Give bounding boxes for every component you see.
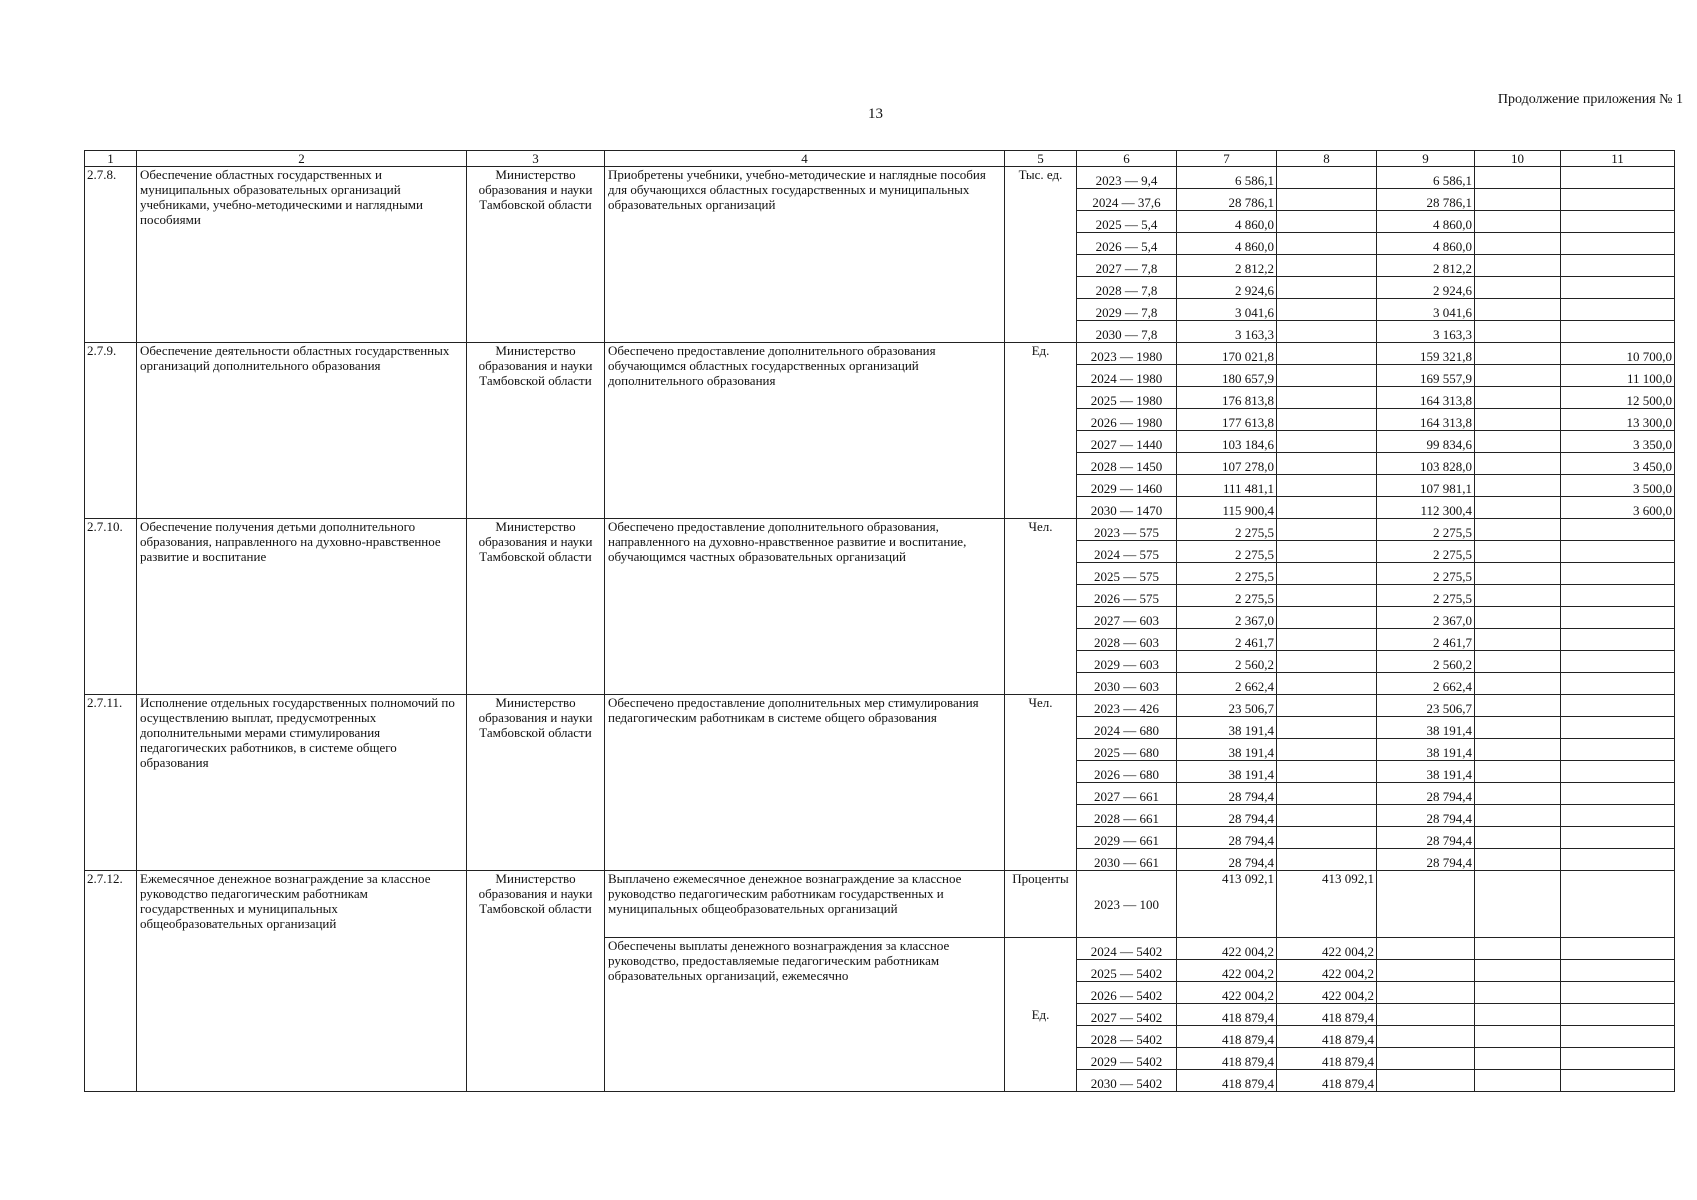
year-indicator: 2026 — 575	[1077, 585, 1177, 607]
funding-local	[1475, 629, 1561, 651]
funding-federal	[1277, 211, 1377, 233]
funding-other	[1561, 938, 1675, 960]
funding-local	[1475, 475, 1561, 497]
funding-local	[1475, 343, 1561, 365]
funding-total: 4 860,0	[1177, 233, 1277, 255]
funding-total: 176 813,8	[1177, 387, 1277, 409]
page-number: 13	[868, 106, 883, 122]
funding-local	[1475, 849, 1561, 871]
expected-result: Выплачено ежемесячное денежное вознаграждение за классное руководство педагогическим работникам государственных и муниципальных общеобразовательных организаций	[605, 871, 1005, 938]
funding-other	[1561, 167, 1675, 189]
funding-federal	[1277, 453, 1377, 475]
year-indicator: 2029 — 603	[1077, 651, 1177, 673]
funding-regional: 6 586,1	[1377, 167, 1475, 189]
funding-total: 2 812,2	[1177, 255, 1277, 277]
program-table	[84, 150, 1675, 1092]
funding-federal	[1277, 563, 1377, 585]
row-code: 2.7.9.	[85, 343, 137, 519]
funding-other	[1561, 607, 1675, 629]
year-indicator: 2027 — 7,8	[1077, 255, 1177, 277]
year-indicator: 2026 — 5,4	[1077, 233, 1177, 255]
funding-other: 10 700,0	[1561, 343, 1675, 365]
funding-local	[1475, 431, 1561, 453]
funding-other	[1561, 717, 1675, 739]
table-row	[85, 519, 1675, 541]
executor: Министерство образования и науки Тамбовской области	[467, 519, 605, 695]
expected-result: Обеспечено предоставление дополнительного образования обучающимся областных государственных организаций дополнительного образования	[605, 343, 1005, 519]
year-indicator: 2028 — 661	[1077, 805, 1177, 827]
funding-total: 28 794,4	[1177, 827, 1277, 849]
funding-total: 413 092,1	[1177, 871, 1277, 938]
funding-federal	[1277, 761, 1377, 783]
funding-local	[1475, 1026, 1561, 1048]
funding-other	[1561, 299, 1675, 321]
funding-local	[1475, 321, 1561, 343]
funding-regional: 2 275,5	[1377, 519, 1475, 541]
funding-federal: 418 879,4	[1277, 1070, 1377, 1092]
row-code: 2.7.11.	[85, 695, 137, 871]
year-indicator: 2023 — 100	[1077, 871, 1177, 938]
year-indicator: 2023 — 426	[1077, 695, 1177, 717]
executor: Министерство образования и науки Тамбовской области	[467, 695, 605, 871]
funding-local	[1475, 167, 1561, 189]
funding-regional: 28 794,4	[1377, 827, 1475, 849]
funding-local	[1475, 717, 1561, 739]
year-indicator: 2029 — 5402	[1077, 1048, 1177, 1070]
funding-local	[1475, 1048, 1561, 1070]
funding-federal	[1277, 519, 1377, 541]
funding-regional	[1377, 1048, 1475, 1070]
funding-regional: 4 860,0	[1377, 233, 1475, 255]
funding-total: 2 367,0	[1177, 607, 1277, 629]
funding-local	[1475, 783, 1561, 805]
funding-federal: 422 004,2	[1277, 960, 1377, 982]
funding-total: 418 879,4	[1177, 1070, 1277, 1092]
executor: Министерство образования и науки Тамбовской области	[467, 167, 605, 343]
funding-regional	[1377, 871, 1475, 938]
row-code: 2.7.10.	[85, 519, 137, 695]
funding-regional: 2 367,0	[1377, 607, 1475, 629]
column-header: 2	[137, 151, 467, 167]
year-indicator: 2028 — 7,8	[1077, 277, 1177, 299]
funding-federal	[1277, 387, 1377, 409]
unit: Чел.	[1005, 519, 1077, 695]
funding-regional	[1377, 1004, 1475, 1026]
expected-result: Обеспечены выплаты денежного вознаграждения за классное руководство, предоставляемые педагогическим работникам образовательных организаций, ежемесячно	[605, 938, 1005, 1092]
year-indicator: 2028 — 1450	[1077, 453, 1177, 475]
funding-total: 418 879,4	[1177, 1026, 1277, 1048]
funding-regional: 164 313,8	[1377, 387, 1475, 409]
funding-total: 28 786,1	[1177, 189, 1277, 211]
funding-regional: 169 557,9	[1377, 365, 1475, 387]
executor: Министерство образования и науки Тамбовской области	[467, 343, 605, 519]
table-row	[85, 871, 1675, 938]
funding-other	[1561, 541, 1675, 563]
funding-total: 28 794,4	[1177, 849, 1277, 871]
year-indicator: 2025 — 5,4	[1077, 211, 1177, 233]
funding-other	[1561, 805, 1675, 827]
funding-regional	[1377, 982, 1475, 1004]
year-indicator: 2025 — 575	[1077, 563, 1177, 585]
funding-other	[1561, 189, 1675, 211]
funding-total: 38 191,4	[1177, 739, 1277, 761]
funding-total: 418 879,4	[1177, 1004, 1277, 1026]
funding-federal	[1277, 277, 1377, 299]
funding-other: 11 100,0	[1561, 365, 1675, 387]
funding-federal	[1277, 805, 1377, 827]
funding-local	[1475, 409, 1561, 431]
funding-regional: 2 662,4	[1377, 673, 1475, 695]
year-indicator: 2025 — 680	[1077, 739, 1177, 761]
funding-local	[1475, 1004, 1561, 1026]
funding-local	[1475, 497, 1561, 519]
measure-name: Обеспечение деятельности областных государственных организаций дополнительного образования	[137, 343, 467, 519]
funding-federal	[1277, 849, 1377, 871]
column-header: 8	[1277, 151, 1377, 167]
program-table-container	[84, 150, 1674, 1092]
funding-total: 2 275,5	[1177, 519, 1277, 541]
funding-regional	[1377, 1070, 1475, 1092]
funding-federal	[1277, 475, 1377, 497]
funding-other	[1561, 960, 1675, 982]
column-header: 6	[1077, 151, 1177, 167]
year-indicator: 2026 — 1980	[1077, 409, 1177, 431]
year-indicator: 2025 — 1980	[1077, 387, 1177, 409]
funding-total: 38 191,4	[1177, 761, 1277, 783]
year-indicator: 2024 — 37,6	[1077, 189, 1177, 211]
funding-other: 3 600,0	[1561, 497, 1675, 519]
funding-total: 2 275,5	[1177, 585, 1277, 607]
funding-local	[1475, 299, 1561, 321]
funding-regional: 4 860,0	[1377, 211, 1475, 233]
funding-federal	[1277, 717, 1377, 739]
year-indicator: 2029 — 7,8	[1077, 299, 1177, 321]
funding-federal: 418 879,4	[1277, 1004, 1377, 1026]
funding-total: 418 879,4	[1177, 1048, 1277, 1070]
funding-other	[1561, 321, 1675, 343]
funding-federal	[1277, 233, 1377, 255]
measure-name: Исполнение отдельных государственных полномочий по осуществлению выплат, предусмотренных дополнительными мерами стимулирования педагогических работников, в системе общего образования	[137, 695, 467, 871]
funding-other	[1561, 211, 1675, 233]
funding-other: 3 500,0	[1561, 475, 1675, 497]
year-indicator: 2030 — 603	[1077, 673, 1177, 695]
year-indicator: 2029 — 661	[1077, 827, 1177, 849]
measure-name: Ежемесячное денежное вознаграждение за классное руководство педагогическим работникам государственных и муниципальных общеобразовательных организаций	[137, 871, 467, 1092]
column-number-row	[85, 151, 1675, 167]
year-indicator: 2029 — 1460	[1077, 475, 1177, 497]
year-indicator: 2030 — 1470	[1077, 497, 1177, 519]
year-indicator: 2027 — 603	[1077, 607, 1177, 629]
expected-result: Обеспечено предоставление дополнительного образования, направленного на духовно-нравственное развитие и воспитание, обучающимся частных образовательных организаций	[605, 519, 1005, 695]
funding-regional: 28 794,4	[1377, 805, 1475, 827]
funding-regional: 2 275,5	[1377, 563, 1475, 585]
funding-regional: 38 191,4	[1377, 739, 1475, 761]
executor: Министерство образования и науки Тамбовской области	[467, 871, 605, 1092]
funding-other	[1561, 849, 1675, 871]
funding-local	[1475, 871, 1561, 938]
funding-federal	[1277, 497, 1377, 519]
funding-local	[1475, 541, 1561, 563]
funding-other	[1561, 827, 1675, 849]
funding-regional: 28 794,4	[1377, 849, 1475, 871]
funding-regional: 107 981,1	[1377, 475, 1475, 497]
funding-regional: 3 163,3	[1377, 321, 1475, 343]
funding-federal	[1277, 431, 1377, 453]
funding-local	[1475, 211, 1561, 233]
funding-regional: 103 828,0	[1377, 453, 1475, 475]
funding-federal	[1277, 695, 1377, 717]
funding-federal	[1277, 673, 1377, 695]
measure-name: Обеспечение получения детьми дополнительного образования, направленного на духовно-нравственное развитие и воспитание	[137, 519, 467, 695]
funding-other	[1561, 982, 1675, 1004]
funding-total: 2 275,5	[1177, 563, 1277, 585]
funding-federal	[1277, 365, 1377, 387]
funding-local	[1475, 453, 1561, 475]
funding-local	[1475, 519, 1561, 541]
funding-federal: 418 879,4	[1277, 1048, 1377, 1070]
funding-local	[1475, 365, 1561, 387]
funding-local	[1475, 189, 1561, 211]
funding-other	[1561, 255, 1675, 277]
column-header: 5	[1005, 151, 1077, 167]
funding-total: 2 560,2	[1177, 651, 1277, 673]
funding-other	[1561, 629, 1675, 651]
funding-regional: 159 321,8	[1377, 343, 1475, 365]
year-indicator: 2026 — 680	[1077, 761, 1177, 783]
funding-total: 23 506,7	[1177, 695, 1277, 717]
table-body	[85, 167, 1675, 1092]
expected-result: Обеспечено предоставление дополнительных мер стимулирования педагогическим работникам в системе общего образования	[605, 695, 1005, 871]
funding-federal	[1277, 827, 1377, 849]
funding-total: 422 004,2	[1177, 938, 1277, 960]
unit: Тыс. ед.	[1005, 167, 1077, 343]
year-indicator: 2025 — 5402	[1077, 960, 1177, 982]
funding-regional: 23 506,7	[1377, 695, 1475, 717]
funding-local	[1475, 805, 1561, 827]
funding-other	[1561, 1070, 1675, 1092]
funding-federal	[1277, 321, 1377, 343]
year-indicator: 2023 — 575	[1077, 519, 1177, 541]
funding-federal	[1277, 255, 1377, 277]
funding-regional: 2 461,7	[1377, 629, 1475, 651]
funding-local	[1475, 387, 1561, 409]
funding-local	[1475, 960, 1561, 982]
funding-total: 28 794,4	[1177, 783, 1277, 805]
funding-other	[1561, 673, 1675, 695]
year-indicator: 2024 — 575	[1077, 541, 1177, 563]
funding-regional: 2 812,2	[1377, 255, 1475, 277]
funding-local	[1475, 938, 1561, 960]
funding-regional: 2 560,2	[1377, 651, 1475, 673]
table-row	[85, 343, 1675, 365]
unit: Ед.	[1005, 938, 1077, 1092]
column-header: 11	[1561, 151, 1675, 167]
unit: Ед.	[1005, 343, 1077, 519]
column-header: 9	[1377, 151, 1475, 167]
funding-local	[1475, 827, 1561, 849]
column-header: 7	[1177, 151, 1277, 167]
funding-regional: 2 924,6	[1377, 277, 1475, 299]
funding-federal	[1277, 167, 1377, 189]
funding-local	[1475, 585, 1561, 607]
funding-federal	[1277, 541, 1377, 563]
column-header: 1	[85, 151, 137, 167]
funding-local	[1475, 739, 1561, 761]
appendix-note: Продолжение приложения № 1	[1497, 92, 1683, 107]
row-code: 2.7.12.	[85, 871, 137, 1092]
funding-total: 177 613,8	[1177, 409, 1277, 431]
funding-federal	[1277, 783, 1377, 805]
funding-total: 422 004,2	[1177, 960, 1277, 982]
funding-federal	[1277, 299, 1377, 321]
measure-name: Обеспечение областных государственных и муниципальных образовательных организаций учебниками, учебно-методическими и наглядными пособиями	[137, 167, 467, 343]
funding-federal: 418 879,4	[1277, 1026, 1377, 1048]
table-row	[85, 695, 1675, 717]
funding-local	[1475, 563, 1561, 585]
funding-other: 3 450,0	[1561, 453, 1675, 475]
year-indicator: 2024 — 1980	[1077, 365, 1177, 387]
funding-regional: 38 191,4	[1377, 717, 1475, 739]
unit: Проценты	[1005, 871, 1077, 938]
funding-total: 422 004,2	[1177, 982, 1277, 1004]
year-indicator: 2024 — 5402	[1077, 938, 1177, 960]
funding-federal	[1277, 409, 1377, 431]
row-code: 2.7.8.	[85, 167, 137, 343]
funding-regional: 38 191,4	[1377, 761, 1475, 783]
funding-regional: 2 275,5	[1377, 585, 1475, 607]
funding-other	[1561, 585, 1675, 607]
year-indicator: 2028 — 603	[1077, 629, 1177, 651]
funding-federal	[1277, 343, 1377, 365]
funding-total: 2 461,7	[1177, 629, 1277, 651]
funding-other: 3 350,0	[1561, 431, 1675, 453]
funding-other	[1561, 277, 1675, 299]
funding-other	[1561, 233, 1675, 255]
funding-total: 3 041,6	[1177, 299, 1277, 321]
funding-other	[1561, 695, 1675, 717]
year-indicator: 2030 — 5402	[1077, 1070, 1177, 1092]
funding-other	[1561, 739, 1675, 761]
funding-total: 38 191,4	[1177, 717, 1277, 739]
funding-local	[1475, 607, 1561, 629]
column-header: 10	[1475, 151, 1561, 167]
funding-regional: 112 300,4	[1377, 497, 1475, 519]
funding-total: 107 278,0	[1177, 453, 1277, 475]
funding-other	[1561, 1004, 1675, 1026]
funding-regional: 99 834,6	[1377, 431, 1475, 453]
year-indicator: 2030 — 661	[1077, 849, 1177, 871]
funding-local	[1475, 277, 1561, 299]
year-indicator: 2028 — 5402	[1077, 1026, 1177, 1048]
funding-federal: 413 092,1	[1277, 871, 1377, 938]
funding-other	[1561, 761, 1675, 783]
funding-regional	[1377, 1026, 1475, 1048]
expected-result: Приобретены учебники, учебно-методические и наглядные пособия для обучающихся областных государственных и муниципальных образовательных организаций	[605, 167, 1005, 343]
funding-other: 12 500,0	[1561, 387, 1675, 409]
funding-total: 2 662,4	[1177, 673, 1277, 695]
year-indicator: 2023 — 9,4	[1077, 167, 1177, 189]
funding-regional: 3 041,6	[1377, 299, 1475, 321]
funding-other	[1561, 1048, 1675, 1070]
funding-other	[1561, 1026, 1675, 1048]
funding-regional: 28 786,1	[1377, 189, 1475, 211]
funding-local	[1475, 1070, 1561, 1092]
unit: Чел.	[1005, 695, 1077, 871]
funding-federal	[1277, 585, 1377, 607]
funding-regional: 164 313,8	[1377, 409, 1475, 431]
funding-total: 4 860,0	[1177, 211, 1277, 233]
year-indicator: 2023 — 1980	[1077, 343, 1177, 365]
funding-total: 170 021,8	[1177, 343, 1277, 365]
funding-regional	[1377, 938, 1475, 960]
funding-local	[1475, 761, 1561, 783]
funding-total: 103 184,6	[1177, 431, 1277, 453]
funding-other	[1561, 563, 1675, 585]
funding-total: 2 275,5	[1177, 541, 1277, 563]
funding-federal: 422 004,2	[1277, 982, 1377, 1004]
funding-federal	[1277, 739, 1377, 761]
funding-local	[1475, 673, 1561, 695]
funding-local	[1475, 233, 1561, 255]
funding-regional	[1377, 960, 1475, 982]
column-header: 3	[467, 151, 605, 167]
year-indicator: 2024 — 680	[1077, 717, 1177, 739]
funding-local	[1475, 651, 1561, 673]
funding-total: 3 163,3	[1177, 321, 1277, 343]
table-row	[85, 167, 1675, 189]
funding-other	[1561, 871, 1675, 938]
funding-federal	[1277, 607, 1377, 629]
funding-regional: 28 794,4	[1377, 783, 1475, 805]
year-indicator: 2026 — 5402	[1077, 982, 1177, 1004]
funding-local	[1475, 695, 1561, 717]
funding-total: 115 900,4	[1177, 497, 1277, 519]
funding-other	[1561, 651, 1675, 673]
year-indicator: 2027 — 661	[1077, 783, 1177, 805]
funding-federal	[1277, 189, 1377, 211]
funding-local	[1475, 982, 1561, 1004]
funding-other	[1561, 783, 1675, 805]
funding-federal: 422 004,2	[1277, 938, 1377, 960]
funding-other: 13 300,0	[1561, 409, 1675, 431]
funding-total: 180 657,9	[1177, 365, 1277, 387]
funding-federal	[1277, 629, 1377, 651]
funding-total: 2 924,6	[1177, 277, 1277, 299]
funding-total: 111 481,1	[1177, 475, 1277, 497]
funding-total: 28 794,4	[1177, 805, 1277, 827]
year-indicator: 2027 — 5402	[1077, 1004, 1177, 1026]
funding-regional: 2 275,5	[1377, 541, 1475, 563]
funding-total: 6 586,1	[1177, 167, 1277, 189]
column-header: 4	[605, 151, 1005, 167]
funding-other	[1561, 519, 1675, 541]
year-indicator: 2027 — 1440	[1077, 431, 1177, 453]
year-indicator: 2030 — 7,8	[1077, 321, 1177, 343]
funding-local	[1475, 255, 1561, 277]
funding-federal	[1277, 651, 1377, 673]
